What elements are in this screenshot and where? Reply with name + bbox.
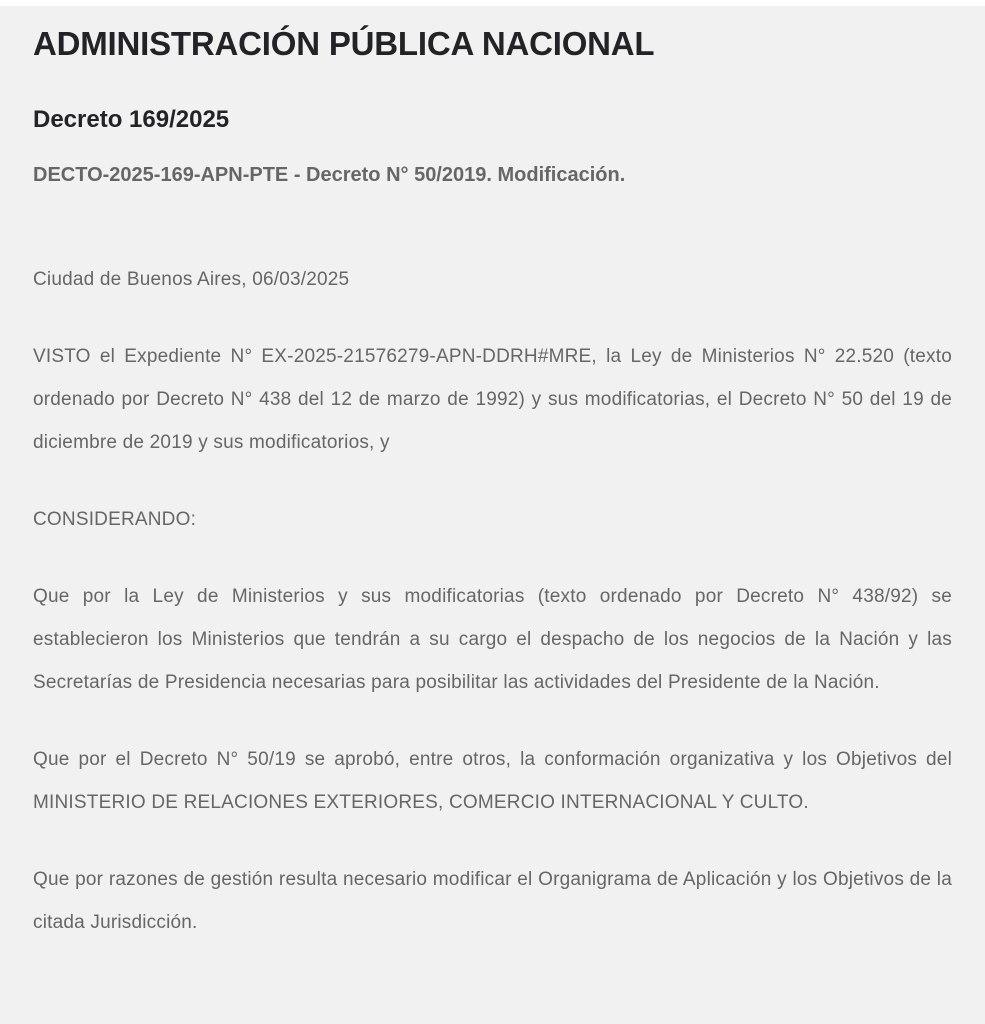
paragraph-visto: VISTO el Expediente N° EX-2025-21576279-APN-DDRH#MRE, la Ley de Ministerios N° 22.520 (texto ordenado por Decreto N° 438 del 12 de marzo de 1992) y sus modificatorias, el Decreto N° 50 del 19 de diciembre de 2019 y sus modificatorios, y	[33, 346, 952, 454]
paragraph-considerando: CONSIDERANDO:	[33, 509, 197, 531]
dateline: Ciudad de Buenos Aires, 06/03/2025	[33, 269, 350, 291]
decree-title: Decreto 169/2025	[33, 105, 230, 133]
paragraph-recital-1: Que por la Ley de Ministerios y sus modificatorias (texto ordenado por Decreto N° 438/92) se establecieron los Ministerios que tendrán a su cargo el despacho de los negocios de la Nación y las Secretarías de Presidencia necesarias para posibilitar las actividades del Presidente de la Nación.	[33, 586, 952, 694]
decree-page	[0, 6, 985, 1024]
section-title: ADMINISTRACIÓN PÚBLICA NACIONAL	[33, 25, 655, 62]
paragraph-recital-3: Que por razones de gestión resulta necesario modificar el Organigrama de Aplicación y los Objetivos de la citada Jurisdicción.	[33, 869, 952, 934]
decree-body	[33, 258, 952, 944]
paragraph-recital-2: Que por el Decreto N° 50/19 se aprobó, entre otros, la conformación organizativa y los Objetivos del MINISTERIO DE RELACIONES EXTERIORES, COMERCIO INTERNACIONAL Y CULTO.	[33, 749, 952, 814]
decree-reference: DECTO-2025-169-APN-PTE - Decreto N° 50/2019. Modificación.	[33, 164, 626, 187]
